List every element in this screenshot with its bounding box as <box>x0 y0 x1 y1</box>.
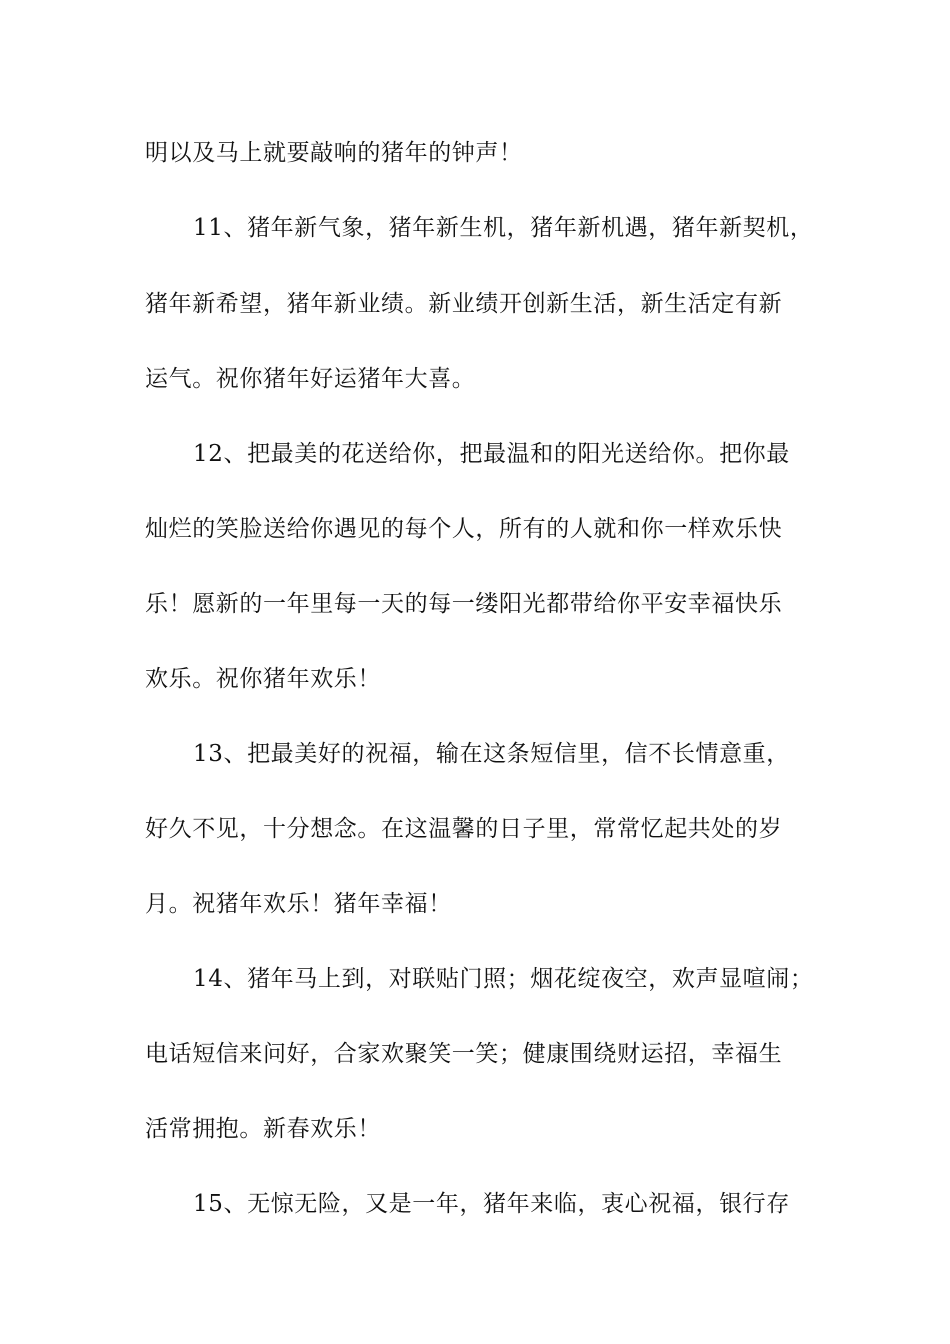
text-line: 电话短信来问好，合家欢聚笑一笑；健康围绕财运招，幸福生 <box>145 1041 783 1067</box>
text-line: 猪年新希望，猪年新业绩。新业绩开创新生活，新生活定有新 <box>145 291 783 317</box>
text-line: 好久不见，十分想念。在这温馨的日子里，常常忆起共处的岁 <box>145 816 783 842</box>
text-line: 活常拥抱。新春欢乐！ <box>145 1116 381 1142</box>
paragraph-15-line-1: 15、无惊无险，又是一年，猪年来临，衷心祝福，银行存 <box>193 1191 790 1217</box>
paragraph-13-line-1: 13、把最美好的祝福，输在这条短信里，信不长情意重， <box>193 741 790 767</box>
text-line: 灿烂的笑脸送给你遇见的每个人，所有的人就和你一样欢乐快 <box>145 516 783 542</box>
text-line: 月。祝猪年欢乐！猪年幸福！ <box>145 891 452 917</box>
paragraph-11-line-1: 11、猪年新气象，猪年新生机，猪年新机遇，猪年新契机， <box>193 215 814 241</box>
paragraph-12-line-1: 12、把最美的花送给你，把最温和的阳光送给你。把你最 <box>193 441 790 467</box>
text-line: 运气。祝你猪年好运猪年大喜。 <box>145 366 476 392</box>
text-line: 欢乐。祝你猪年欢乐！ <box>145 666 381 692</box>
text-line: 明以及马上就要敲响的猪年的钟声！ <box>145 140 523 166</box>
paragraph-14-line-1: 14、猪年马上到，对联贴门照；烟花绽夜空，欢声显喧闹； <box>193 966 814 992</box>
text-line: 乐！愿新的一年里每一天的每一缕阳光都带给你平安幸福快乐 <box>145 591 783 617</box>
